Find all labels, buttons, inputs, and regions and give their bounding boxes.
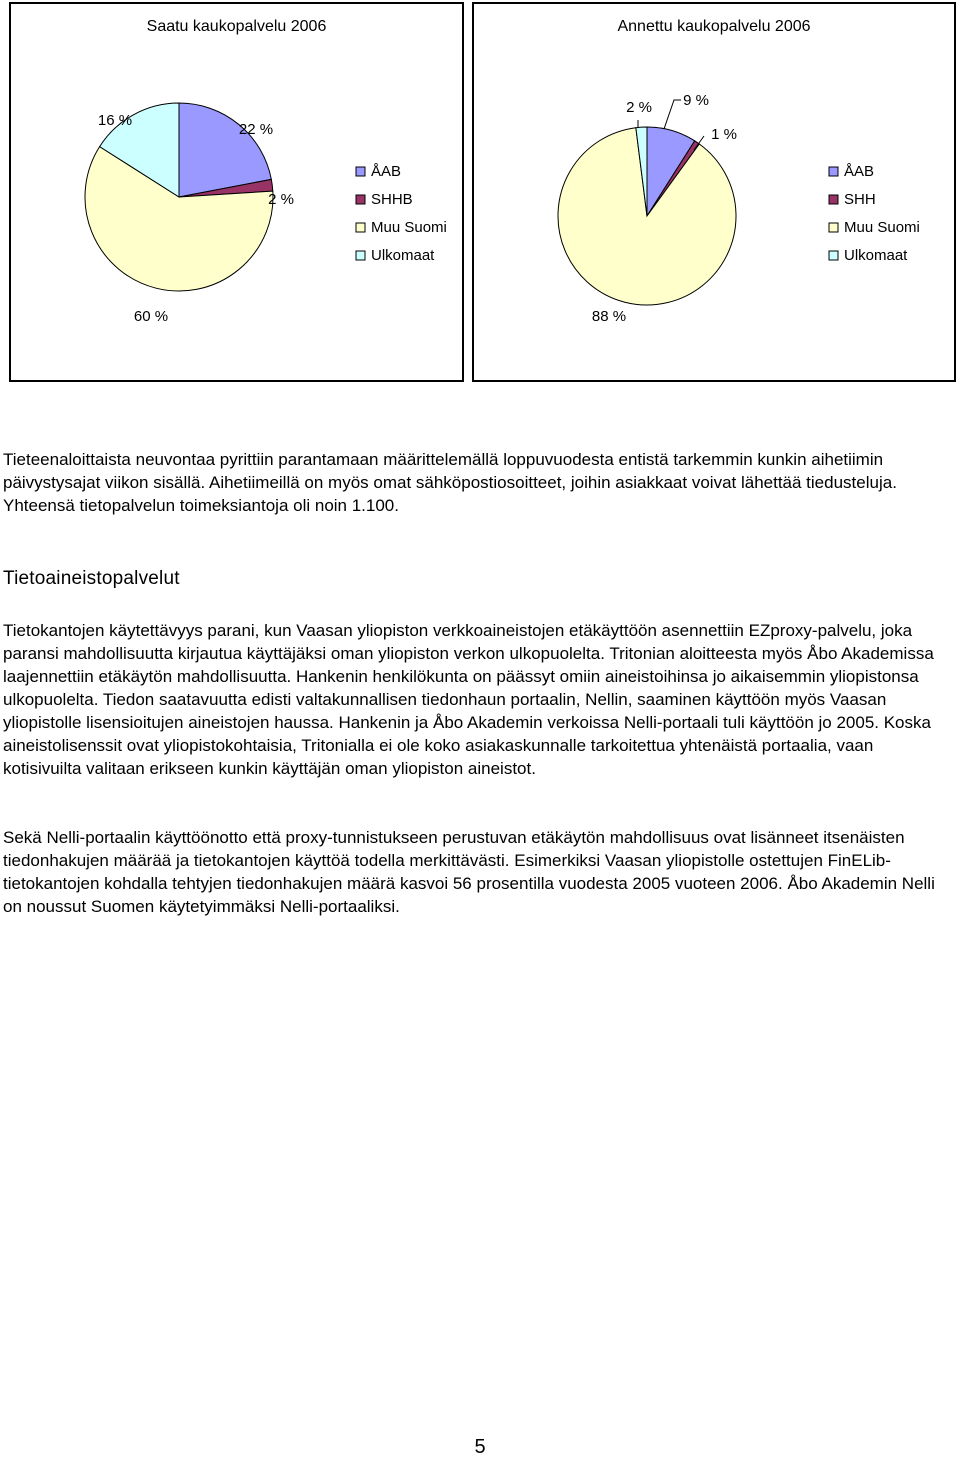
legend-label-4: Ulkomaat — [844, 247, 908, 264]
legend-swatch-1 — [829, 167, 838, 176]
data-label-2: 1 % — [711, 126, 737, 143]
data-label-4: 16 % — [97, 112, 133, 129]
legend-label-1: ÅAB — [371, 163, 402, 180]
leader-line-1 — [664, 100, 681, 129]
legend-label-3: Muu Suomi — [371, 219, 447, 236]
chart-received-interlibrary-loans — [9, 2, 464, 382]
data-label-2: 2 % — [268, 191, 294, 208]
paragraph-information-service: Tieteenaloittaista neuvontaa pyrittiin parantamaan määrittelemällä loppuvuodesta entistä tarkemmin kunkin aihetiimin päivystysajat viikon sisällä. Aihetiimeillä on myös omat sähköpostiosoitteet, joihin asiakkaat voivat lähettää tiedusteluja. Yhteensä tietopalvelun toimeksiantoja oli noin 1.100. — [3, 450, 897, 515]
legend-swatch-3 — [829, 223, 838, 232]
paragraph-database-usability: Tietokantojen käytettävyys parani, kun Vaasan yliopiston verkkoaineistojen etäkäyttöön asennettiin EZproxy-palvelu, joka paransi mahdollisuutta kirjautua käyttäjäksi oman yliopiston verkon ulkopuolelta. Tritonian aloitteesta myös Åbo Akademissa laajennettiin etäkäytön mahdollisuutta. Hankenin henkilökunta on päässyt omiin aineistoihinsa jo aikaisemmin yliopistonsa ulkopuolelta. Tiedon saatavuutta edisti valtakunnallisen tiedonhaun portaalin, Nellin, saaminen käyttöön myös Vaasan yliopistolle lisensioitujen aineistojen haussa. Hankenin ja Åbo Akademin verkoissa Nelli-portaali tuli käyttöön jo 2005. Koska aineistolisenssit ovat yliopistokohtaisia, Tritonialla ei ole koko asiakaskunnalle tarkoitettua yhtenäistä portaalia, vaan kotisivuilta valitaan erikseen kunkin käyttäjän oman yliopiston aineistot. — [3, 621, 934, 778]
legend-swatch-4 — [829, 251, 838, 260]
page-number: 5 — [474, 1436, 486, 1458]
data-label-1: 9 % — [683, 92, 709, 109]
chart-title: Saatu kaukopalvelu 2006 — [146, 18, 327, 35]
paragraph-nelli-usage: Sekä Nelli-portaalin käyttöönotto että proxy-tunnistukseen perustuvan etäkäytön mahdollisuus ovat lisänneet itsenäisten tiedonhakujen määrää ja tietokantojen käyttöä todella merkittävästi. Esimerkiksi Vaasan yliopistolle ostettujen FinELib-tietokantojen kohdalla tehtyjen tiedonhakujen määrä kasvoi 56 prosentilla vuodesta 2005 vuoteen 2006. Åbo Akademin Nelli on noussut Suomen käytetyimmäksi Nelli-portaaliksi. — [3, 828, 935, 916]
pie-chart-given — [474, 4, 954, 380]
data-label-4: 2 % — [626, 99, 652, 116]
legend-label-3: Muu Suomi — [844, 219, 920, 236]
legend-swatch-1 — [356, 167, 365, 176]
legend-label-2: SHHB — [371, 191, 413, 208]
legend-label-4: Ulkomaat — [371, 247, 435, 264]
chart-given-interlibrary-loans — [472, 2, 956, 382]
section-heading: Tietoaineistopalvelut — [3, 568, 180, 589]
data-label-3: 60 % — [133, 308, 169, 325]
legend-swatch-2 — [829, 195, 838, 204]
legend-label-1: ÅAB — [844, 163, 875, 180]
data-label-1: 22 % — [238, 121, 274, 138]
pie-chart-received — [11, 4, 462, 380]
data-label-3: 88 % — [591, 308, 627, 325]
legend-swatch-2 — [356, 195, 365, 204]
legend-swatch-4 — [356, 251, 365, 260]
legend-label-2: SHH — [844, 191, 876, 208]
chart-title: Annettu kaukopalvelu 2006 — [617, 18, 811, 35]
legend-swatch-3 — [356, 223, 365, 232]
